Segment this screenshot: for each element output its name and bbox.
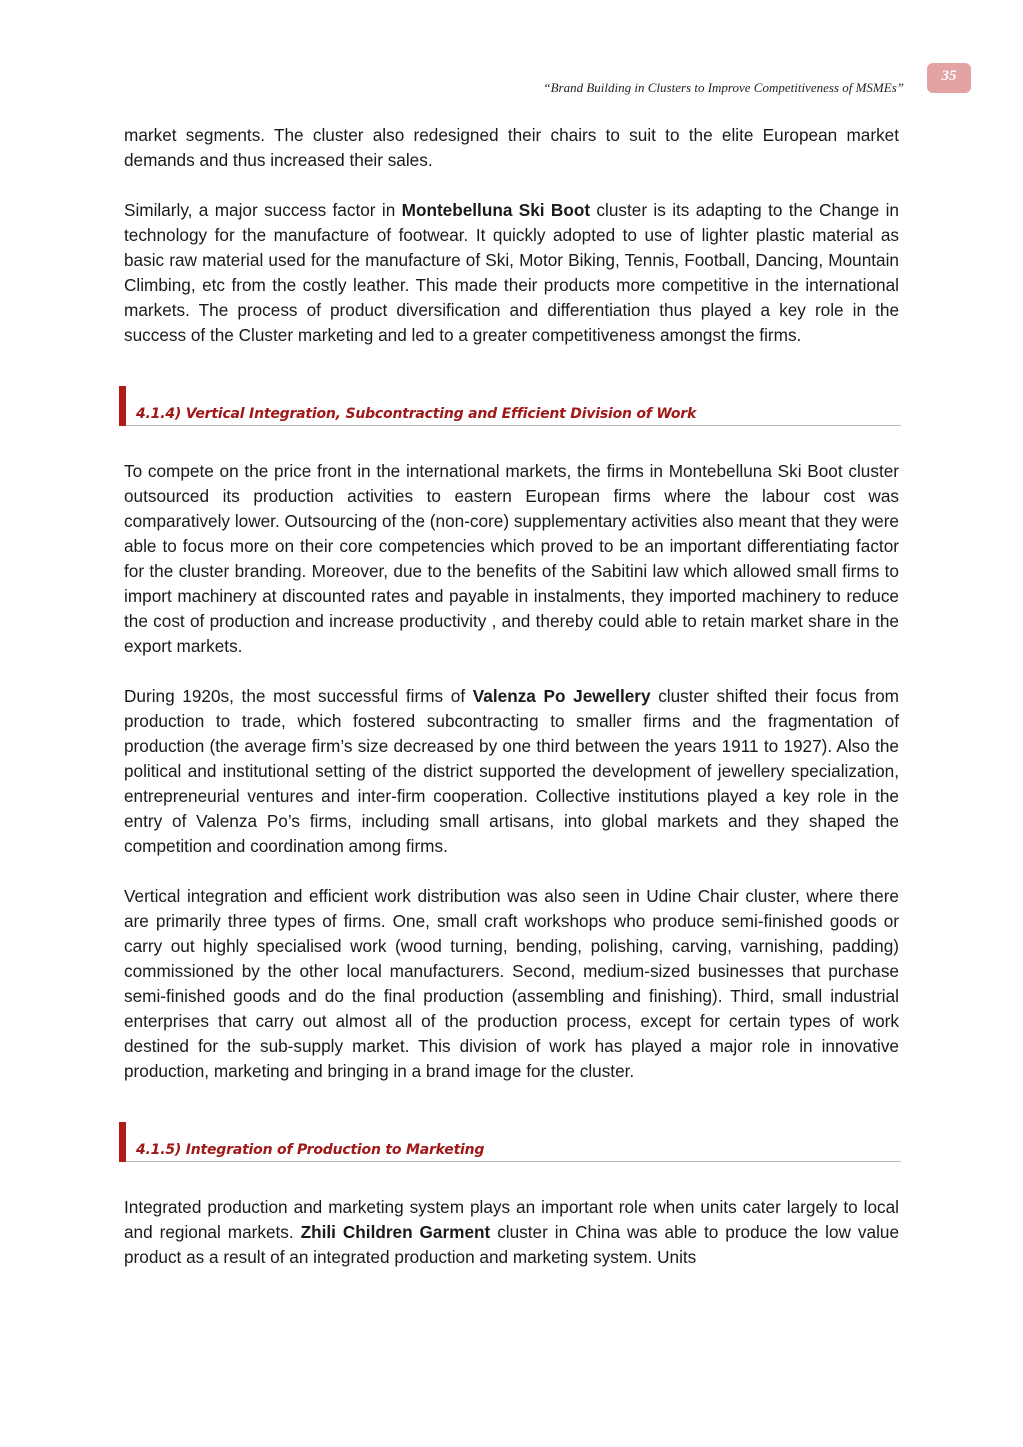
section-title: 4.1.4) Vertical Integration, Subcontracting and Efficient Division of Work bbox=[136, 406, 697, 422]
paragraph-zhili: Integrated production and marketing system plays an important role when units cater largely to local and regional markets. Zhili Children Garment cluster in China was able to produce the low value product as a result of an integrated production and marketing system. Units bbox=[124, 1197, 900, 1267]
section-marker-bar bbox=[119, 386, 126, 426]
paragraph-montebelluna: Similarly, a major success factor in Montebelluna Ski Boot cluster is its adapting to the Change in technology for the manufacture of footwear. It quickly adopted to use of lighter plastic material as basic raw material used for the manufacture of Ski, Motor Biking, Tennis, Football, Dancing, Mountain Climbing, etc from the costly leather. This made their products more competitive in the international markets. The process of product diversification and differentiation thus played a key role in the success of the Cluster marketing and led to a greater competitiveness amongst the firms. bbox=[124, 200, 899, 345]
paragraph-valenza-po: During 1920s, the most successful firms of Valenza Po Jewellery cluster shifted their focus from production to trade, which fostered subcontracting to smaller firms and the fragmentation of production (the average firm’s size decreased by one third between the years 1911 to 1927). Also the political and institutional setting of the district supported the development of jewellery specialization, entrepreneurial ventures and inter-firm cooperation. Collective institutions played a key role in the entry of Valenza Po’s firms, including small artisans, into global markets and they shaped the competition and coordination among firms. bbox=[124, 686, 899, 856]
paragraph-market-segments: market segments. The cluster also redesigned their chairs to suit to the elite European market demands and thus increased their sales. bbox=[124, 125, 899, 170]
bold-montebelluna: Montebelluna Ski Boot bbox=[401, 200, 591, 220]
section-marker-bar bbox=[119, 1122, 126, 1162]
running-header: “Brand Building in Clusters to Improve Competitiveness of MSMEs” bbox=[543, 80, 904, 95]
section-heading-4-1-4 bbox=[119, 386, 901, 426]
paragraph-udine-chair: Vertical integration and efficient work distribution was also seen in Udine Chair cluster, where there are primarily three types of firms. One, small craft workshops who produce semi-finished goods or carry out highly specialised work (wood turning, bending, polishing, carving, varnishing, padding) commissioned by the other local manufacturers. Second, medium-sized businesses that purchase semi-finished goods and do the final production (assembling and finishing). Third, small industrial enterprises that carry out almost all of the production process, except for certain types of work destined for the sub-supply market. This division of work has played a major role in innovative production, marketing and bringing in a brand image for the cluster. bbox=[124, 886, 899, 1081]
paragraph-price-front: To compete on the price front in the international markets, the firms in Montebelluna Ski Boot cluster outsourced its production activities to eastern European firms where the labour cost was comparatively lower. Outsourcing of the (non-core) supplementary activities also meant that they were able to focus more on their core competencies which proved to be an important differentiating factor for the cluster branding. Moreover, due to the benefits of the Sabitini law which allowed small firms to import machinery at discounted rates and payable in instalments, they imported machinery to reduce the cost of production and increase productivity , and thereby could able to retain market share in the export markets. bbox=[124, 461, 899, 656]
section-heading-4-1-5 bbox=[119, 1122, 901, 1162]
page-body bbox=[124, 123, 899, 1270]
bold-zhili: Zhili Children Garment bbox=[300, 1222, 491, 1242]
section-title: 4.1.5) Integration of Production to Marketing bbox=[136, 1142, 485, 1158]
page-number-badge: 35 bbox=[927, 63, 971, 93]
bold-valenza-po: Valenza Po Jewellery bbox=[472, 686, 651, 706]
